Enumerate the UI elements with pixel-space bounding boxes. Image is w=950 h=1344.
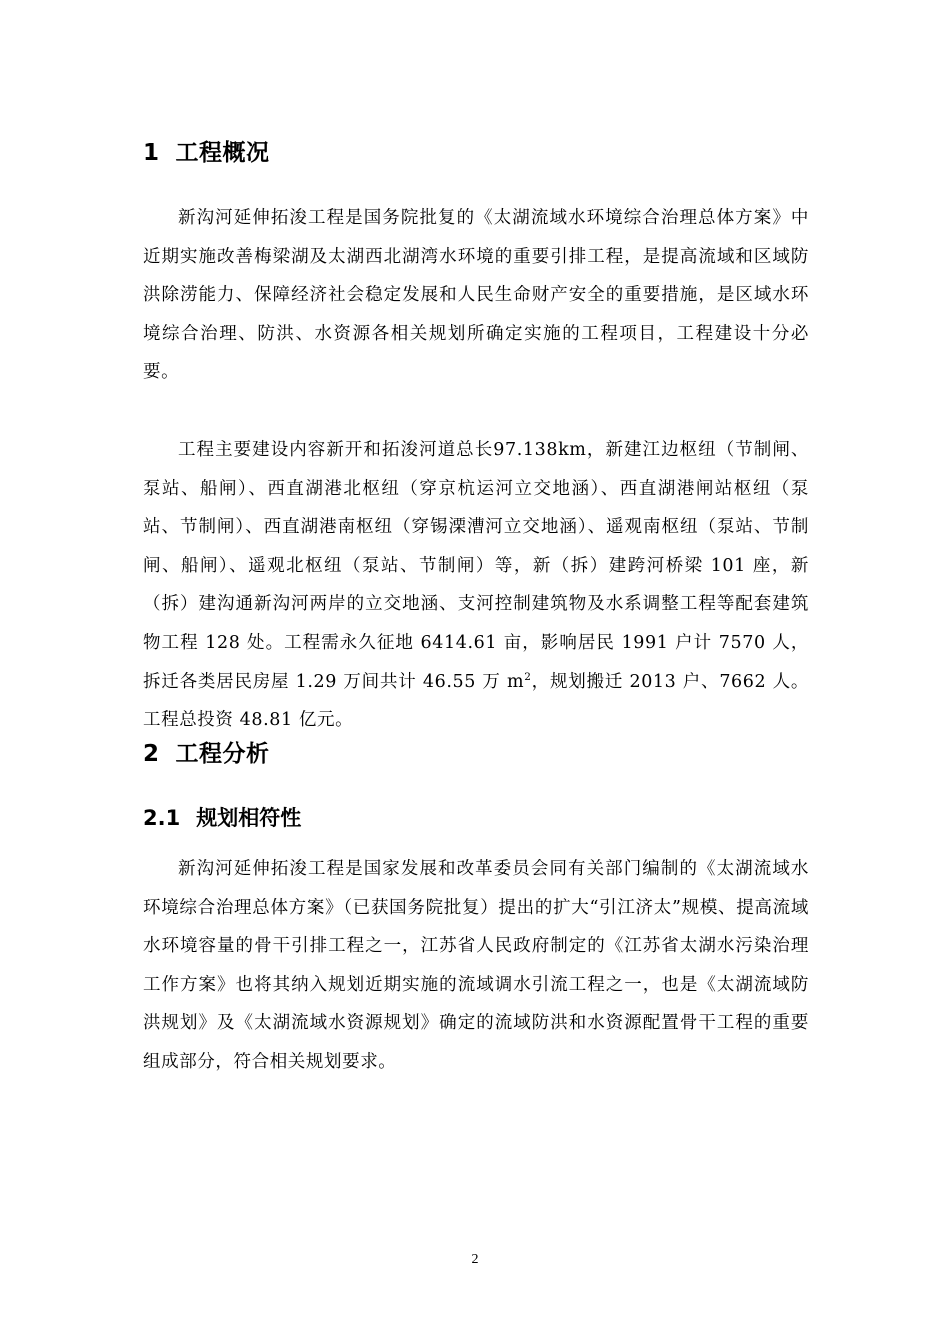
section-2-heading [143,735,270,768]
section-2-1-title: 规划相符性 [196,806,302,830]
section-2-1-paragraph: 新沟河延伸拓浚工程是国家发展和改革委员会同有关部门编制的《太湖流域水环境综合治理总体方案》（已获国务院批复）提出的扩大“引江济太”规模、提高流域水环境容量的骨干引排工程之一，江苏省人民政府制定的《江苏省太湖水污染治理工作方案》也将其纳入规划近期实施的流域调水引流工程之一，也是《太湖流域防洪规划》及《太湖流域水资源规划》确定的流域防洪和水资源配置骨干工程的重要组成部分，符合相关规划要求。 [143,859,809,1072]
section-1-number: 1 [143,140,160,166]
area-unit-superscript: 2 [524,670,532,683]
section-1-paragraph-2 [143,431,809,740]
page-number: 2 [471,1252,479,1267]
section-2-1-number: 2.1 [143,806,181,830]
section-2-1-heading [143,802,301,832]
section-2-number: 2 [143,741,160,767]
section-1-paragraph-2-text: 工程主要建设内容新开和拓浚河道总长97.138km，新建江边枢纽（节制闸、泵站、船闸）、西直湖港北枢纽（穿京杭运河立交地涵）、西直湖港闸站枢纽（泵站、节制闸）、西直湖港南枢纽（穿锡溧漕河立交地涵）、遥观南枢纽（泵站、节制闸、船闸）、遥观北枢纽（泵站、节制闸）等，新（拆）建跨河桥梁 101 座，新（拆）建沟通新沟河两岸的立交地涵、支河控制建筑物及水系调整工程等配套建筑物工程 128 处。工程需永久征地 6414.61 亩，影响居民 1991 户计 7570 人，拆迁各类居民房屋 1.29 万间共计 46.55 万 m [143,440,809,692]
section-1-paragraph-1: 新沟河延伸拓浚工程是国务院批复的《太湖流域水环境综合治理总体方案》中近期实施改善梅梁湖及太湖西北湖湾水环境的重要引排工程，是提高流域和区域防洪除涝能力、保障经济社会稳定发展和人民生命财产安全的重要措施，是区域水环境综合治理、防洪、水资源各相关规划所确定实施的工程项目，工程建设十分必要。 [143,208,809,383]
section-1-paragraph-2-tail: ，规划搬迁 2013 户、7662 人。工程总投资 48.81 亿元。 [143,671,809,731]
section-1-heading [143,134,270,167]
section-1-title: 工程概况 [175,140,270,166]
section-2-title: 工程分析 [175,741,270,767]
